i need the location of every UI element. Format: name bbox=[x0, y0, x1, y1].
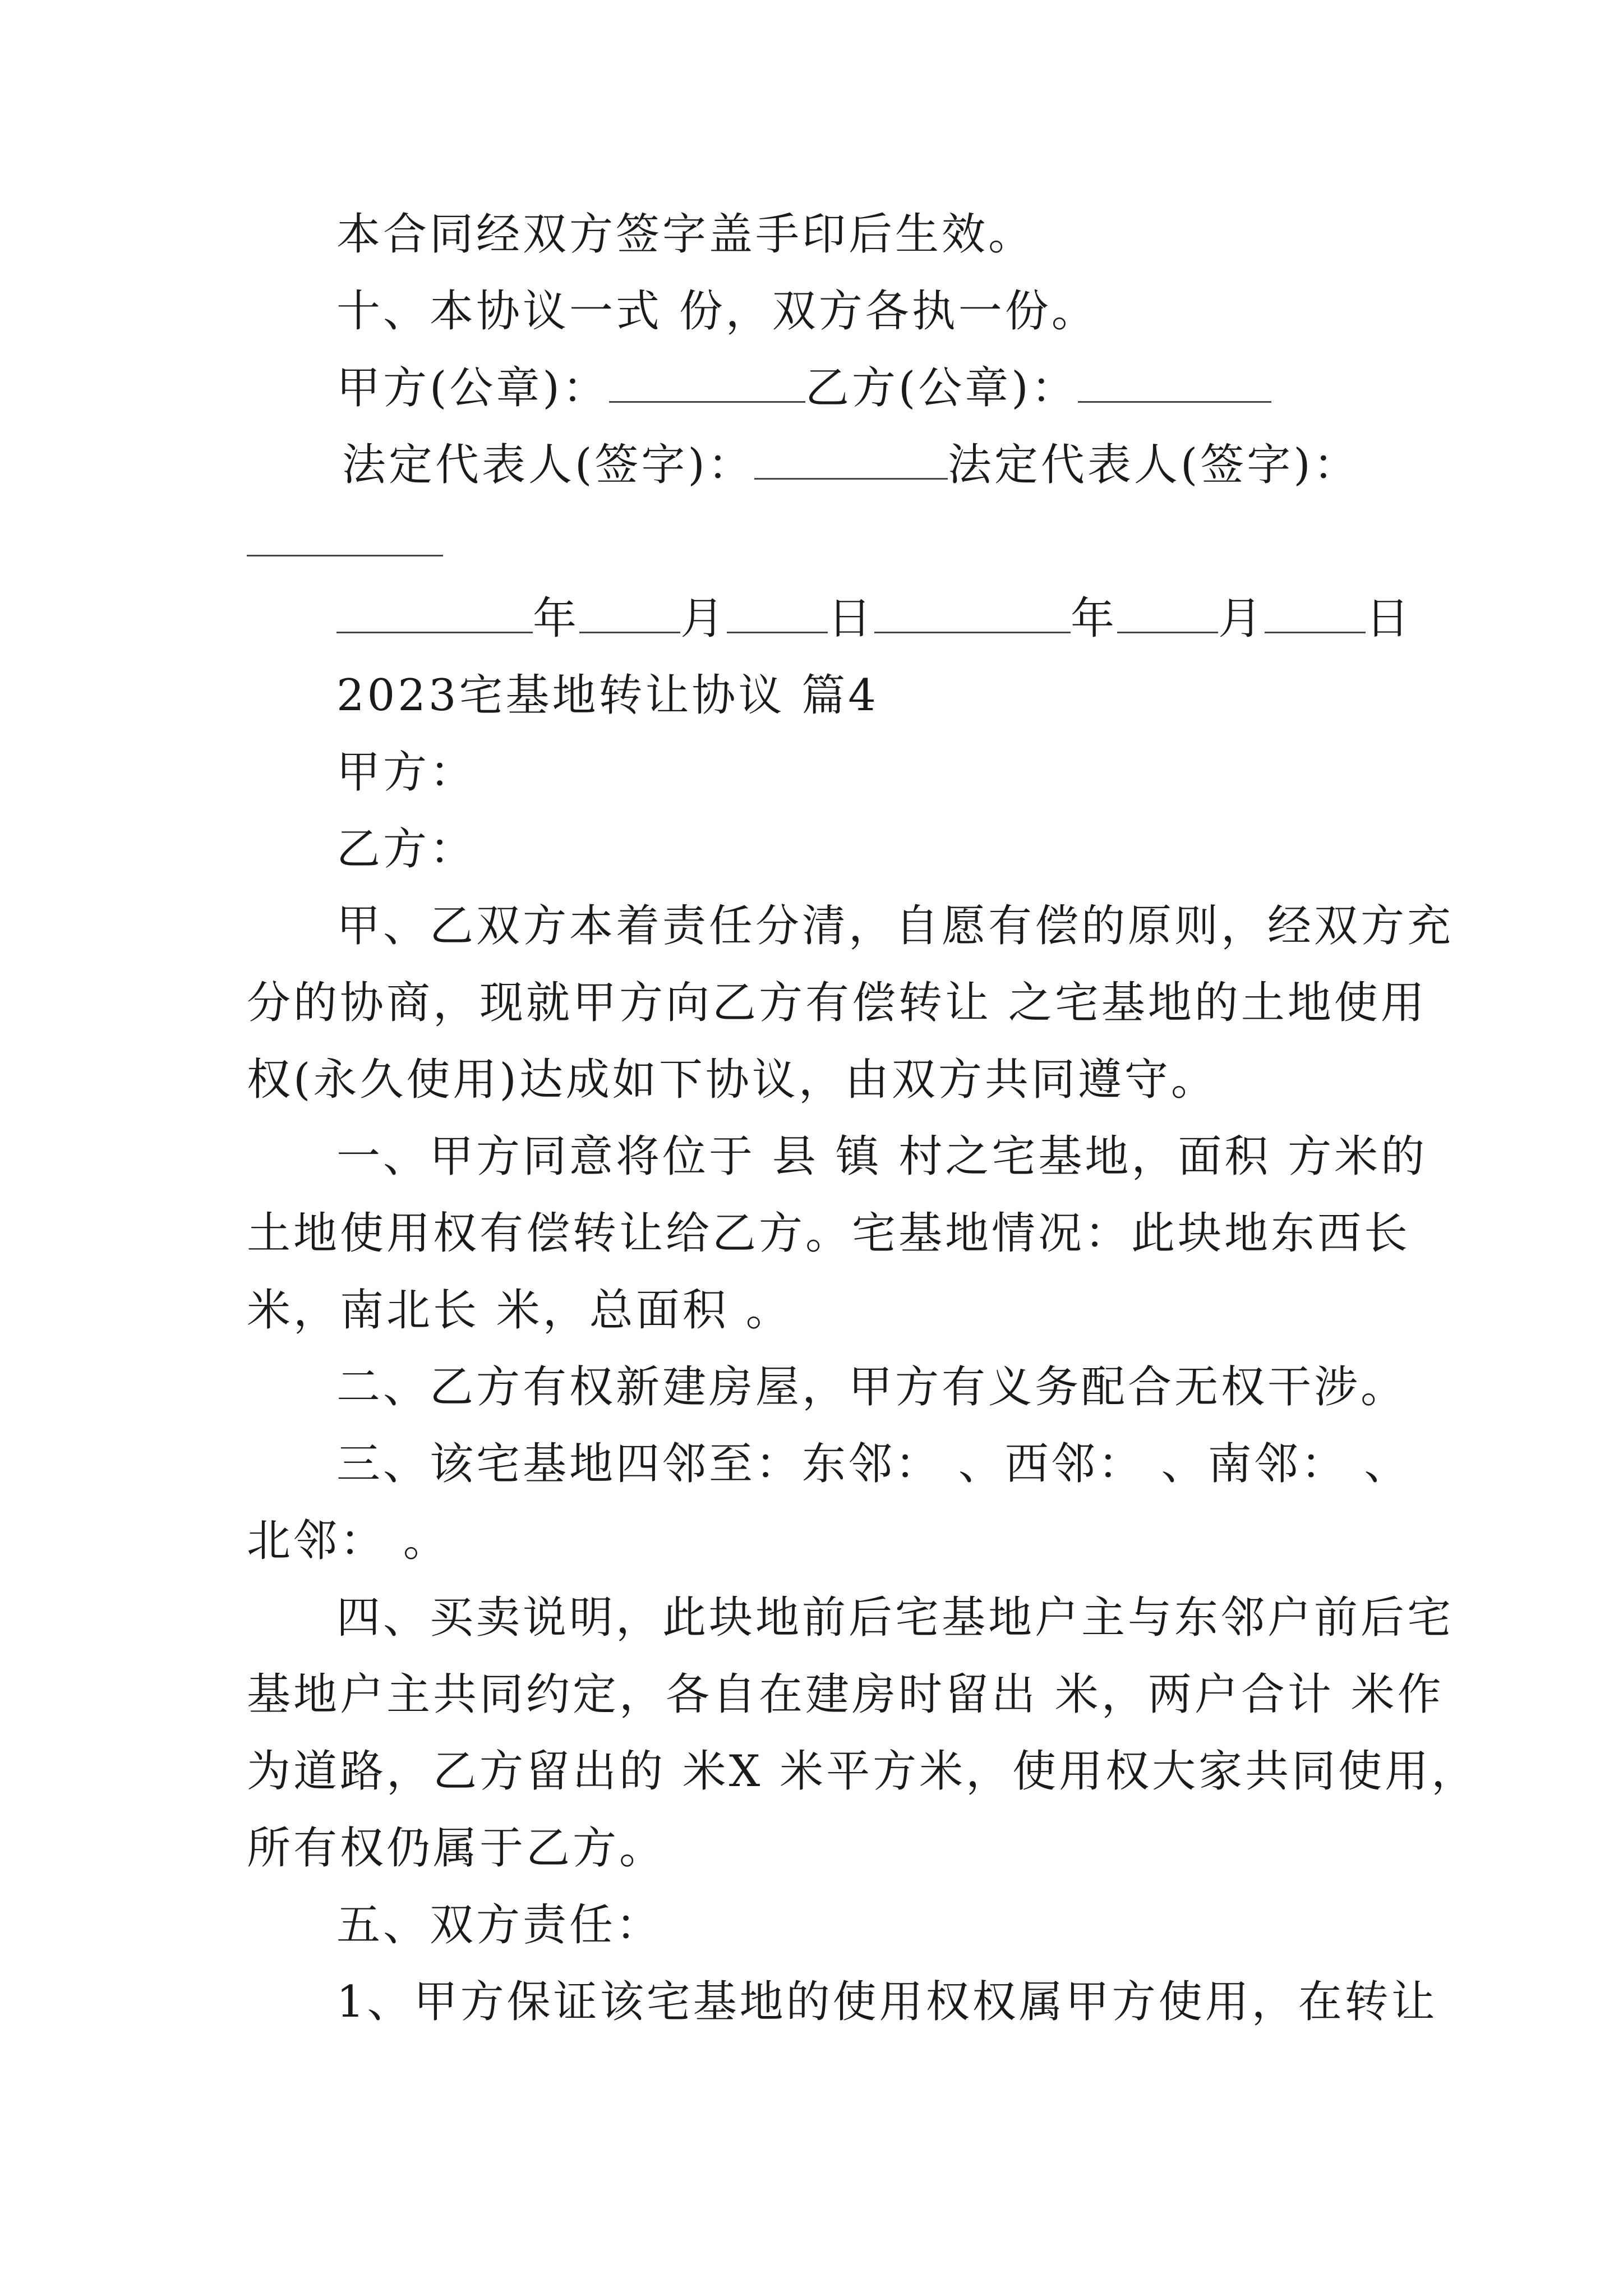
clause-three-line-1: 三、该宅基地四邻至：东邻： 、西邻： 、南邻： 、 bbox=[336, 1439, 1411, 1489]
clause-five-item-one: 1、甲方保证该宅基地的使用权权属甲方使用，在转让 bbox=[336, 1977, 1438, 2027]
clause-two: 二、乙方有权新建房屋，甲方有义务配合无权干涉。 bbox=[336, 1362, 1408, 1412]
clause-one-line-3: 米，南北长 米，总面积 。 bbox=[247, 1285, 792, 1336]
party-a-line: 甲方： bbox=[336, 747, 477, 798]
date-b-month-blank bbox=[1117, 592, 1218, 633]
party-a-rep-blank bbox=[754, 439, 948, 480]
seal-signature-row bbox=[247, 350, 1391, 427]
date-a-year-blank bbox=[336, 592, 533, 633]
date-b-year-label: 年 bbox=[1071, 593, 1118, 644]
clause-four-line-2: 基地户主共同约定，各自在建房时留出 米，两户合计 米作 bbox=[247, 1669, 1444, 1720]
clause-one-line-1: 一、甲方同意将位于 县 镇 村之宅基地，面积 方米的 bbox=[336, 1131, 1428, 1182]
date-a-month-blank bbox=[579, 592, 680, 633]
date-b-day-label: 日 bbox=[1366, 593, 1413, 644]
party-b-rep-label: 法定代表人(签字)： bbox=[947, 440, 1360, 490]
date-row bbox=[247, 581, 1413, 657]
party-b-rep-blank bbox=[247, 516, 443, 556]
date-a-day-blank bbox=[727, 592, 828, 633]
effective-clause: 本合同经双方签字盖手印后生效。 bbox=[336, 209, 1035, 260]
party-a-seal-label: 甲方(公章)： bbox=[336, 363, 609, 413]
section-heading: 2023宅基地转让协议 篇4 bbox=[336, 670, 879, 721]
party-b-line: 乙方： bbox=[336, 824, 477, 875]
clause-four-line-3: 为道路，乙方留出的 米X 米平方米，使用权大家共同使用， bbox=[247, 1746, 1478, 1797]
clause-four-line-4: 所有权仍属于乙方。 bbox=[247, 1823, 666, 1874]
date-b-month-label: 月 bbox=[1218, 593, 1265, 644]
document-body bbox=[247, 196, 1478, 2041]
clause-ten: 十、本协议一式 份，双方各执一份。 bbox=[336, 286, 1098, 337]
date-b-year-blank bbox=[874, 592, 1071, 633]
representative-overflow-row bbox=[247, 504, 1391, 581]
party-b-seal-label: 乙方(公章)： bbox=[805, 363, 1078, 413]
representative-signature-row bbox=[247, 427, 1391, 504]
date-b-day-blank bbox=[1265, 592, 1366, 633]
intro-paragraph-line-3: 权(永久使用)达成如下协议，由双方共同遵守。 bbox=[247, 1055, 1218, 1105]
clause-one-line-2: 土地使用权有偿转让给乙方。宅基地情况：此块地东西长 bbox=[247, 1208, 1411, 1259]
date-a-month-label: 月 bbox=[680, 593, 727, 644]
clause-four-line-1: 四、买卖说明，此块地前后宅基地户主与东邻户前后宅 bbox=[336, 1593, 1454, 1643]
intro-paragraph-line-1: 甲、乙双方本着责任分清，自愿有偿的原则，经双方充 bbox=[336, 901, 1454, 951]
intro-paragraph-line-2: 分的协商，现就甲方向乙方有偿转让 之宅基地的土地使用 bbox=[247, 978, 1427, 1028]
date-a-year-label: 年 bbox=[533, 593, 580, 644]
party-a-seal-blank bbox=[609, 362, 805, 403]
date-a-day-label: 日 bbox=[828, 593, 875, 644]
clause-three-line-2: 北邻： 。 bbox=[247, 1516, 450, 1566]
clause-five: 五、双方责任： bbox=[336, 1900, 663, 1950]
party-b-seal-blank bbox=[1078, 362, 1271, 403]
party-a-rep-label: 法定代表人(签字)： bbox=[342, 440, 754, 490]
